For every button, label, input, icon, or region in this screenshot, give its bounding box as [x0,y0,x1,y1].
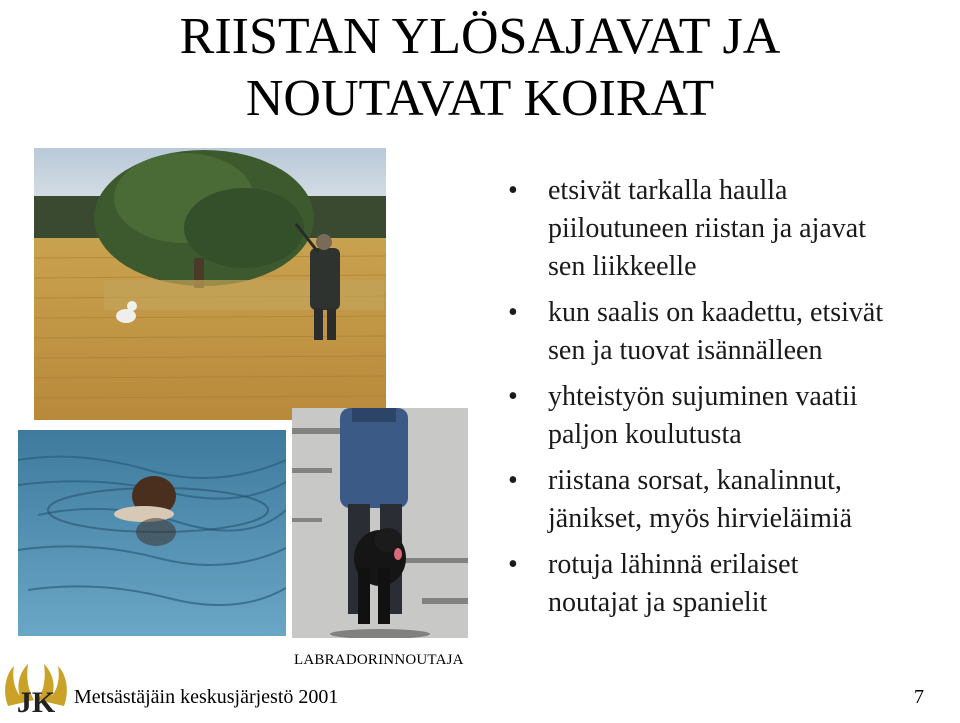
bullet-item [508,172,960,286]
labrador-photo [292,408,468,638]
hunter-field-photo [34,148,386,420]
bullet-text-line: piiloutuneen riistan ja ajavat [548,213,867,244]
bullet-text-line: sen ja tuovat isännälleen [548,335,823,366]
page-number: 7 [914,686,924,708]
bullet-item [508,462,960,538]
bullet-item [508,546,960,622]
footer-organization: Metsästäjäin keskusjärjestö 2001 [74,686,339,708]
bullet-dot: • [508,381,518,412]
bullet-text-line: kun saalis on kaadettu, etsivät [548,297,884,328]
bullet-text-line: yhteistyön sujuminen vaatii [548,381,858,412]
title-line-1: RIISTAN YLÖSAJAVAT JA [179,8,781,65]
bullet-dot: • [508,549,518,580]
bullet-item [508,378,960,454]
organization-logo-icon [0,660,72,718]
slide-title [0,6,960,130]
svg-text:JK: JK [16,686,56,718]
bullet-text-line: etsivät tarkalla haulla [548,175,788,206]
bullet-text-line: paljon koulutusta [548,419,742,450]
bullet-dot: • [508,465,518,496]
bullet-text-line: rotuja lähinnä erilaiset [548,549,799,580]
bullet-text-line: noutajat ja spanielit [548,587,768,618]
bullet-text-line: jänikset, myös hirvieläimiä [548,503,853,534]
bullet-text-line: riistana sorsat, kanalinnut, [548,465,842,496]
title-line-2: NOUTAVAT KOIRAT [245,70,715,127]
bullet-text-line: sen liikkeelle [548,251,697,282]
photo-caption: LABRADORINNOUTAJA [294,652,464,668]
bullet-dot: • [508,175,518,206]
bullet-list [508,172,960,630]
bullet-item [508,294,960,370]
swimming-dog-photo [18,430,286,636]
bullet-dot: • [508,297,518,328]
